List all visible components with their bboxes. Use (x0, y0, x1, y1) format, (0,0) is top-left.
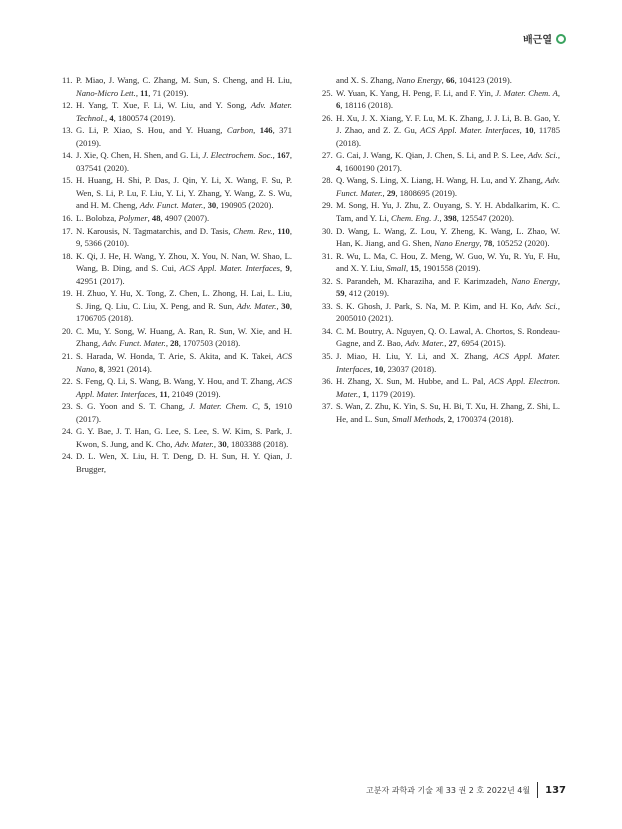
reference-volume: 398 (443, 213, 457, 224)
reference-text: , 71 (2019). (148, 87, 189, 98)
reference-text: , 412 (2019). (344, 288, 389, 299)
reference-text: , 125547 (2020). (456, 213, 514, 224)
reference-volume: 4 (109, 112, 114, 123)
reference-number: 30. (322, 225, 333, 236)
reference-item (62, 450, 292, 475)
reference-text: R. Wu, L. Ma, C. Hou, Z. Meng, W. Guo, W. Yu, R. Yu, F. Hu, and X. Y. Liu, (336, 250, 560, 274)
author-name: 배근열 (523, 35, 552, 46)
reference-text: Q. Wang, S. Ling, X. Liang, H. Wang, H. Lu, and Y. Zhang, (336, 175, 546, 186)
reference-item (62, 225, 292, 250)
reference-item (62, 287, 292, 325)
reference-item (62, 400, 292, 425)
reference-journal: Adv. Mater. (404, 338, 445, 349)
reference-text: , 1707503 (2018). (178, 338, 241, 349)
reference-text: S. Harada, W. Honda, T. Arie, S. Akita, and K. Takei, (76, 351, 277, 362)
reference-text: , (557, 87, 560, 98)
reference-journal: Adv. Funct. Mater. (102, 338, 166, 349)
reference-journal: Small (386, 263, 406, 274)
reference-text: , 1700374 (2018). (452, 413, 514, 424)
reference-number: 19. (62, 288, 73, 299)
reference-number: 29. (322, 200, 333, 211)
reference-text: J. Miao, H. Liu, Y. Li, and X. Zhang, (336, 351, 494, 362)
reference-text: H. Yang, T. Xue, F. Li, W. Liu, and Y. Song, (76, 100, 251, 111)
reference-volume: 11 (159, 388, 168, 399)
reference-text: , (155, 388, 160, 399)
reference-item (322, 174, 560, 199)
reference-text: , 1800574 (2019). (113, 112, 176, 123)
reference-item (62, 124, 292, 149)
page-number: 137 (545, 784, 566, 796)
reference-volume: 167 (276, 150, 290, 161)
reference-journal: Nano-Micro Lett. (76, 87, 136, 98)
reference-volume: 30 (207, 200, 217, 211)
reference-journal: J. Electrochem. Soc. (202, 150, 273, 161)
reference-number: 12. (62, 100, 73, 111)
reference-text: N. Karousis, N. Tagmatarchis, and D. Tasis, (76, 225, 234, 236)
reference-volume: 28 (170, 338, 179, 349)
reference-text: M. Song, H. Yu, J. Zhu, Z. Ouyang, S. Y. H. Abdalkarim, K. C. Tam, and Y. Li, (336, 200, 560, 224)
reference-journal: Adv. Funct. Mater. (139, 200, 204, 211)
reference-item (62, 149, 292, 174)
reference-text: , (557, 300, 560, 311)
reference-text: C. M. Boutry, A. Nguyen, Q. O. Lawal, A. Chortos, S. Rondeau-Gagne, and Z. Bao, (336, 325, 560, 349)
reference-volume: 10 (524, 125, 534, 136)
reference-text: H. Zhuo, Y. Hu, X. Tong, Z. Chen, L. Zhong, H. Lai, L. Liu, S. Jing, Q. Liu, C. Liu, X. Peng, and R. Sun, (76, 288, 292, 311)
reference-number: 11. (62, 75, 73, 85)
journal-info: 고분자 과학과 기술 제 33 권 2 호 2022년 4월 (366, 785, 531, 795)
reference-journal: Nano Energy (511, 275, 558, 286)
reference-text: , 9, 5366 (2010). (76, 225, 292, 249)
reference-text: , 3921 (2014). (103, 363, 152, 374)
reference-volume: 66 (445, 75, 455, 85)
reference-journal: Nano Energy (434, 238, 480, 249)
reference-journal: Adv. Mater. (174, 438, 214, 449)
reference-text: , 1910 (2017). (76, 401, 293, 424)
page-header (523, 31, 566, 46)
reference-journal: Carbon (226, 125, 254, 136)
reference-text: , 1179 (2019). (366, 388, 416, 399)
reference-journal: Chem. Eng. J. (391, 213, 440, 224)
reference-text: J. Xie, Q. Chen, H. Shen, and G. Li, (76, 150, 203, 161)
reference-text: , (105, 112, 110, 123)
reference-item (322, 275, 560, 300)
reference-text: L. Bolobza, (76, 213, 119, 224)
reference-text: , 1803388 (2018). (226, 438, 289, 449)
reference-text: H. Huang, H. Shi, P. Das, J. Qin, Y. Li, X. Wang, F. Su, P. Wen, S. Li, P. Lu, F. Liu, Y. Li, Y. Zhang, Y. Wang, Z. S. Wu, and H. M. Cheng, (76, 175, 292, 211)
reference-item (322, 400, 560, 425)
reference-text: , (203, 200, 208, 211)
reference-text: , (94, 363, 99, 374)
reference-journal: Small Methods (392, 413, 444, 424)
reference-journal: Adv. Mater. (236, 300, 277, 311)
reference-text: K. Qi, J. He, H. Wang, Y. Zhou, X. You, N. Nan, W. Shao, L. Wang, B. Ding, and S. Cui, (76, 250, 292, 274)
reference-text: , 105252 (2020). (492, 238, 550, 249)
reference-journal: Adv. Mater. Technol. (76, 100, 293, 123)
reference-item (62, 425, 292, 450)
reference-item (322, 87, 560, 112)
reference-text: , 1706705 (2018). (76, 300, 293, 324)
reference-text: , (382, 187, 387, 198)
reference-text: , 1600190 (2017). (340, 162, 402, 173)
reference-number: 32. (322, 275, 333, 286)
reference-item (322, 325, 560, 350)
reference-journal: Adv. Funct. Mater. (336, 175, 560, 198)
reference-number: 35. (322, 351, 333, 362)
reference-volume: 29 (386, 187, 396, 198)
reference-item (62, 74, 292, 99)
reference-volume: 10 (374, 363, 384, 374)
reference-number: 21. (62, 351, 73, 362)
reference-volume: 48 (151, 213, 161, 224)
reference-volume: 9 (285, 263, 290, 274)
reference-text: , (443, 413, 448, 424)
reference-text: , 42951 (2017). (76, 263, 292, 286)
reference-volume: 59 (336, 288, 345, 299)
reference-item (322, 375, 560, 400)
reference-text: , (405, 263, 411, 274)
reference-number: 37. (322, 401, 333, 412)
green-ring-icon (556, 34, 566, 44)
reference-text: S. Feng, Q. Li, S. Wang, B. Wang, Y. Hou, and T. Zhang, (76, 376, 277, 387)
reference-volume: 30 (281, 300, 290, 311)
reference-volume: 6 (336, 100, 341, 111)
reference-journal: ACS Appl. Mater. Interfaces (420, 125, 520, 136)
reference-text: , (272, 225, 278, 236)
reference-number: 25. (322, 87, 333, 98)
reference-volume: 146 (259, 125, 273, 136)
reference-text: S. Wan, Z. Zhu, K. Yin, S. Su, H. Bi, T. Xu, H. Zhang, Z. Shi, L. He, and L. Sun, (336, 401, 560, 424)
reference-text: , (272, 150, 277, 161)
reference-item (322, 225, 560, 250)
reference-journal: ACS Appl. Mater. Interfaces (76, 376, 292, 399)
reference-item (322, 250, 560, 275)
reference-text: , (135, 87, 141, 98)
reference-text: S. K. Ghosh, J. Park, S. Na, M. P. Kim, and H. Ko, (336, 300, 528, 311)
reference-text: , 4907 (2007). (160, 213, 210, 224)
reference-number: 23. (62, 401, 73, 412)
reference-text: , 371 (2019). (76, 125, 293, 148)
reference-journal: J. Mater. Chem. C (189, 401, 258, 412)
reference-text: , 037541 (2020). (76, 150, 292, 173)
reference-text: G. Li, P. Xiao, S. Hou, and Y. Huang, (76, 125, 227, 136)
reference-item (62, 212, 292, 225)
footer-divider (537, 782, 538, 798)
reference-number: 22. (62, 376, 73, 387)
reference-item (322, 112, 560, 150)
reference-text: , 18116 (2018). (340, 100, 393, 111)
reference-number: 18. (62, 250, 73, 261)
reference-volume: 8 (98, 363, 104, 374)
reference-text: , (165, 338, 171, 349)
reference-text: , (519, 125, 525, 136)
reference-journal: ACS Appl. Mater. Interfaces (336, 351, 560, 374)
reference-number: 24. (62, 426, 73, 437)
reference-text: , (370, 363, 375, 374)
reference-volume: 2 (447, 413, 453, 424)
reference-item (62, 174, 292, 212)
reference-text: D. Wang, L. Wang, Z. Lou, Y. Zheng, K. Wang, L. Zhao, W. Han, K. Jiang, and G. Shen, (336, 225, 560, 249)
reference-journal: ACS Appl. Mater. Interfaces (179, 263, 280, 274)
reference-number: 14. (62, 150, 73, 161)
reference-text: H. Xu, J. X. Xiang, Y. F. Lu, M. K. Zhang, J. J. Li, B. B. Gao, Y. J. Zhao, and Z. Z. Gu, (336, 112, 560, 136)
reference-volume: 27 (448, 338, 458, 349)
reference-text: S. Parandeh, M. Kharaziha, and F. Karimzadeh, (336, 275, 512, 286)
reference-journal: Chem. Rev. (233, 225, 273, 236)
reference-text: 2005010 (2021). (336, 313, 394, 324)
reference-number: 24. (62, 451, 73, 462)
reference-text: , (276, 300, 282, 311)
reference-item (62, 350, 292, 375)
reference-number: 20. (62, 325, 73, 336)
reference-volume: 4 (336, 162, 341, 173)
reference-number: 36. (322, 376, 333, 387)
references-left-column (62, 74, 292, 476)
reference-text: , 1901558 (2019). (418, 263, 481, 274)
reference-text: , (439, 213, 444, 224)
reference-volume: 78 (483, 238, 493, 249)
reference-text: , (479, 238, 484, 249)
reference-text: , 1808695 (2019). (395, 187, 458, 198)
reference-text: , (213, 438, 219, 449)
reference-text: , (358, 388, 363, 399)
reference-journal: Adv. Sci. (528, 150, 558, 161)
reference-text: , (557, 275, 560, 286)
reference-volume: 110 (277, 225, 290, 236)
reference-text: , 11785 (2018). (336, 125, 561, 148)
reference-number: 34. (322, 325, 333, 336)
reference-volume: 15 (410, 263, 419, 274)
reference-text: , 104123 (2019). (454, 75, 512, 85)
reference-item (322, 350, 560, 375)
reference-item (322, 199, 560, 224)
reference-text: , (441, 75, 446, 85)
reference-text: , (444, 338, 449, 349)
page-footer (366, 782, 566, 798)
reference-volume: 30 (218, 438, 227, 449)
references-right-column (322, 74, 560, 425)
reference-text: , (257, 401, 265, 412)
reference-text: , (279, 263, 286, 274)
reference-text: , 6954 (2015). (457, 338, 506, 349)
reference-journal: Adv. Sci. (527, 300, 558, 311)
reference-number: 31. (322, 250, 333, 261)
reference-item (62, 325, 292, 350)
reference-volume: 5 (264, 401, 269, 412)
reference-text: , 21049 (2019). (167, 388, 221, 399)
reference-journal: ACS Appl. Electron. Mater. (336, 376, 560, 399)
reference-item (62, 99, 292, 124)
reference-volume: 1 (362, 388, 367, 399)
reference-text: C. Mu, Y. Song, W. Huang, A. Ran, R. Sun, W. Xie, and H. Zhang, (76, 325, 292, 349)
reference-text: G. Cai, J. Wang, K. Qian, J. Chen, S. Li, and P. S. Lee, (336, 150, 529, 161)
reference-text: H. Zhang, X. Sun, M. Hubbe, and L. Pal, (336, 376, 489, 387)
reference-text: W. Yuan, K. Yang, H. Peng, F. Li, and F. Yin, (336, 87, 496, 98)
reference-item (322, 74, 560, 87)
reference-volume: 11 (140, 87, 149, 98)
reference-text: D. L. Wen, X. Liu, H. T. Deng, D. H. Sun, H. Y. Qian, J. Brugger, (76, 451, 292, 474)
reference-number: 27. (322, 150, 333, 161)
reference-text: S. G. Yoon and S. T. Chang, (76, 401, 190, 412)
reference-number: 33. (322, 300, 333, 311)
reference-text: , (557, 150, 560, 161)
reference-text: , (253, 125, 260, 136)
reference-number: 16. (62, 213, 73, 224)
reference-item (62, 250, 292, 288)
reference-number: 17. (62, 225, 73, 236)
reference-journal: J. Mater. Chem. A (495, 87, 558, 98)
reference-number: 28. (322, 175, 333, 186)
reference-text: P. Miao, J. Wang, C. Zhang, M. Sun, S. Cheng, and H. Liu, (76, 75, 292, 85)
reference-number: 15. (62, 175, 73, 186)
reference-journal: Polymer (118, 213, 148, 224)
reference-number: 26. (322, 112, 333, 123)
reference-item (322, 300, 560, 325)
reference-journal: Nano Energy (396, 75, 442, 85)
reference-journal: ACS Nano (76, 351, 292, 374)
reference-item (62, 375, 292, 400)
reference-text: , (147, 213, 152, 224)
reference-text: , 190905 (2020). (216, 200, 274, 211)
reference-number: 13. (62, 125, 73, 136)
reference-text: and X. S. Zhang, (336, 75, 397, 85)
reference-text: G. Y. Bae, J. T. Han, G. Lee, S. Lee, S. W. Kim, S. Park, J. Kwon, S. Jung, and K. Cho, (76, 426, 292, 449)
reference-text: , 23037 (2018). (383, 363, 437, 374)
reference-item (322, 149, 560, 174)
